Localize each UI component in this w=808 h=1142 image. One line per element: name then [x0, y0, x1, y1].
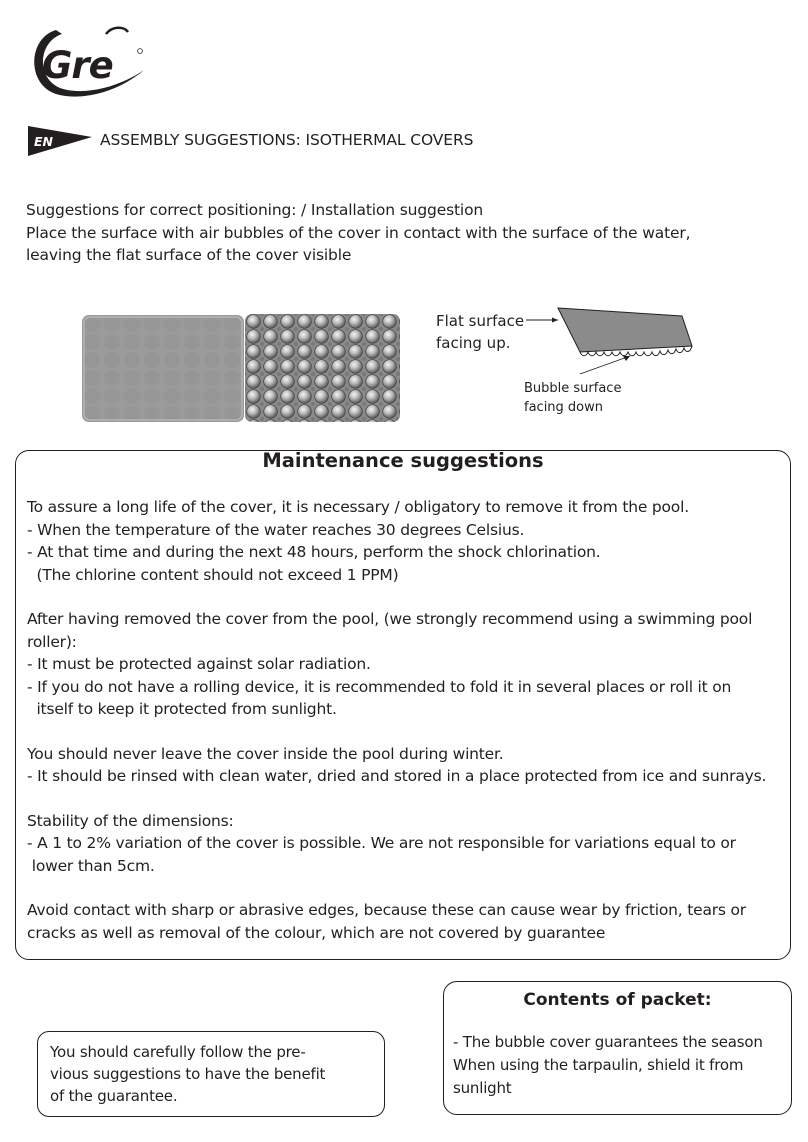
paragraph-gap: [27, 877, 791, 899]
maintenance-title: Maintenance suggestions: [262, 449, 544, 472]
contents-line: - The bubble cover guarantees the season: [453, 1033, 763, 1051]
maintenance-line: - A 1 to 2% variation of the cover is possible. We are not responsible for variations equal to or: [27, 834, 736, 852]
flat-side-sample-image: [82, 315, 244, 422]
bubble-surface-label-line: Bubble surface: [524, 381, 622, 396]
contents-line: When using the tarpaulin, shield it from: [453, 1056, 744, 1074]
maintenance-line: (The chlorine content should not exceed 1 PPM): [27, 565, 399, 584]
maintenance-line: - It must be protected against solar radiation.: [27, 655, 371, 673]
bubble-surface-label: [524, 379, 621, 417]
paragraph-gap: [27, 721, 791, 743]
intro-line: Suggestions for correct positioning: / Installation suggestion: [26, 201, 484, 219]
guarantee-line: vious suggestions to have the benefit: [50, 1065, 326, 1083]
contents-text: [453, 1031, 763, 1100]
maintenance-line: cracks as well as removal of the colour, which are not covered by guarantee: [27, 923, 606, 942]
intro-line: leaving the flat surface of the cover visible: [26, 246, 352, 264]
maintenance-line: - When the temperature of the water reaches 30 degrees Celsius.: [27, 520, 525, 539]
logo-text: Gre: [42, 44, 113, 87]
intro-text: [26, 199, 786, 267]
maintenance-line: Avoid contact with sharp or abrasive edges, because these can cause wear by friction, tears or: [27, 901, 746, 919]
contents-line: sunlight: [453, 1079, 512, 1097]
intro-line: Place the surface with air bubbles of the cover in contact with the surface of the water,: [26, 223, 691, 242]
maintenance-line: After having removed the cover from the pool, (we strongly recommend using a swimming pool: [27, 610, 753, 628]
paragraph-gap: [27, 586, 791, 608]
language-tag: [28, 126, 92, 156]
maintenance-line: - It should be rinsed with clean water, dried and stored in a place protected from ice and sunrays.: [27, 767, 767, 785]
gre-logo: [24, 22, 146, 102]
maintenance-text: [27, 496, 791, 944]
paragraph-gap: [27, 788, 791, 810]
maintenance-line: To assure a long life of the cover, it is necessary / obligatory to remove it from the pool.: [27, 498, 689, 516]
bubble-surface-label-line: facing down: [524, 400, 604, 415]
maintenance-line: Stability of the dimensions:: [27, 811, 234, 830]
flat-surface-label-line: Flat surface: [436, 312, 525, 330]
maintenance-line: You should never leave the cover inside the pool during winter.: [27, 744, 504, 763]
document-title: ASSEMBLY SUGGESTIONS: ISOTHERMAL COVERS: [100, 131, 474, 149]
guarantee-line: You should carefully follow the pre-: [50, 1043, 306, 1061]
flat-surface-label: [436, 310, 524, 354]
maintenance-line: itself to keep it protected from sunlight.: [27, 700, 337, 718]
guarantee-text: [50, 1041, 325, 1107]
flat-surface-label-line: facing up.: [436, 334, 511, 352]
maintenance-line: - If you do not have a rolling device, it is recommended to fold it in several places or roll it on: [27, 677, 732, 696]
maintenance-line: - At that time and during the next 48 hours, perform the shock chlorination.: [27, 543, 601, 561]
bubble-side-sample-image: [245, 314, 400, 422]
language-tag-text: EN: [34, 134, 54, 149]
contents-title: Contents of packet:: [523, 990, 712, 1010]
maintenance-line: roller):: [27, 632, 77, 651]
maintenance-line: lower than 5cm.: [27, 856, 155, 875]
guarantee-line: of the guarantee.: [50, 1087, 178, 1105]
